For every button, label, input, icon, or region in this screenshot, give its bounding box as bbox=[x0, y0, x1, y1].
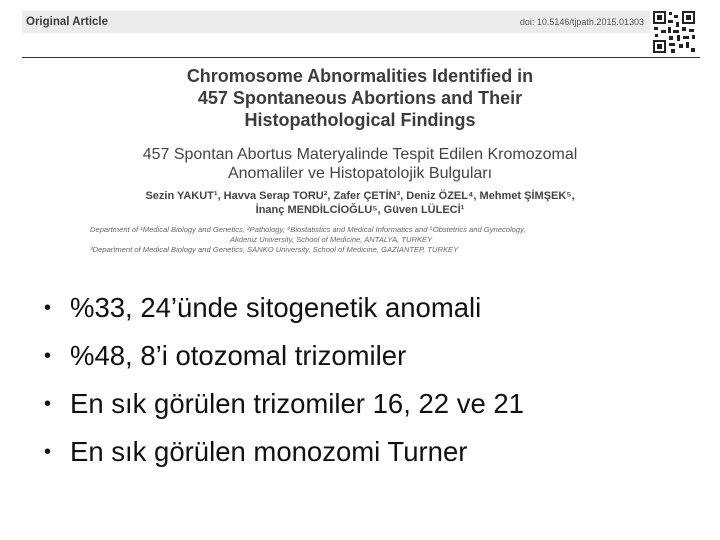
bullet-item bbox=[44, 332, 684, 380]
bullet-dot-icon: • bbox=[44, 344, 52, 367]
title-line: Histopathological Findings bbox=[244, 110, 476, 130]
title-line: 457 Spontaneous Abortions and Their bbox=[197, 88, 523, 108]
author-line: İnanç MENDİLCİOĞLU⁵, Güven LÜLECİ¹ bbox=[255, 204, 465, 216]
doi-label: doi: 10.5146/tjpath.2015.01303 bbox=[519, 17, 644, 27]
bullet-text: En sık görülen monozomi Turner bbox=[70, 436, 468, 467]
affiliation-line: Department of ¹Medical Biology and Genetics, ²Pathology, ⁴Biostatistics and Medical Informatics and ⁵Obstetrics and Gynecology, bbox=[90, 225, 526, 234]
affiliation-list bbox=[90, 225, 702, 255]
findings-bullet-list bbox=[44, 284, 684, 476]
bullet-dot-icon: • bbox=[44, 440, 52, 463]
bullet-text: En sık görülen trizomiler 16, 22 ve 21 bbox=[70, 388, 524, 419]
author-line: Sezin YAKUT¹, Havva Serap TORU², Zafer ÇETİN³, Deniz ÖZEL⁴, Mehmet ŞİMŞEK⁵, bbox=[145, 190, 575, 202]
title-line: 457 Spontan Abortus Materyalinde Tespit Edilen Kromozomal bbox=[142, 146, 578, 163]
title-line: Anomaliler ve Histopatolojik Bulguları bbox=[227, 165, 493, 182]
header-divider bbox=[22, 57, 700, 58]
affiliation-line: Akdeniz University, School of Medicine, ANTALYA, TURKEY bbox=[230, 235, 433, 244]
title-line: Chromosome Abnormalities Identified in bbox=[186, 66, 534, 86]
bullet-dot-icon: • bbox=[44, 296, 52, 319]
bullet-dot-icon: • bbox=[44, 392, 52, 415]
bullet-text: %48, 8’i otozomal trizomiler bbox=[70, 340, 407, 371]
bullet-item bbox=[44, 428, 684, 476]
article-title-turkish bbox=[18, 145, 702, 183]
author-list bbox=[18, 189, 702, 217]
article-type-label: Original Article bbox=[26, 16, 109, 28]
bullet-text: %33, 24’ünde sitogenetik anomali bbox=[70, 292, 482, 323]
article-title-english bbox=[18, 65, 702, 131]
bullet-item bbox=[44, 380, 684, 428]
qr-code-icon bbox=[652, 10, 696, 54]
article-header-bar bbox=[22, 11, 650, 33]
affiliation-line: ³Department of Medical Biology and Genetics, SANKO University, School of Medicine, GAZİANTEP, TURKEY bbox=[90, 245, 459, 254]
bullet-item bbox=[44, 284, 684, 332]
article-header-image bbox=[18, 8, 702, 258]
